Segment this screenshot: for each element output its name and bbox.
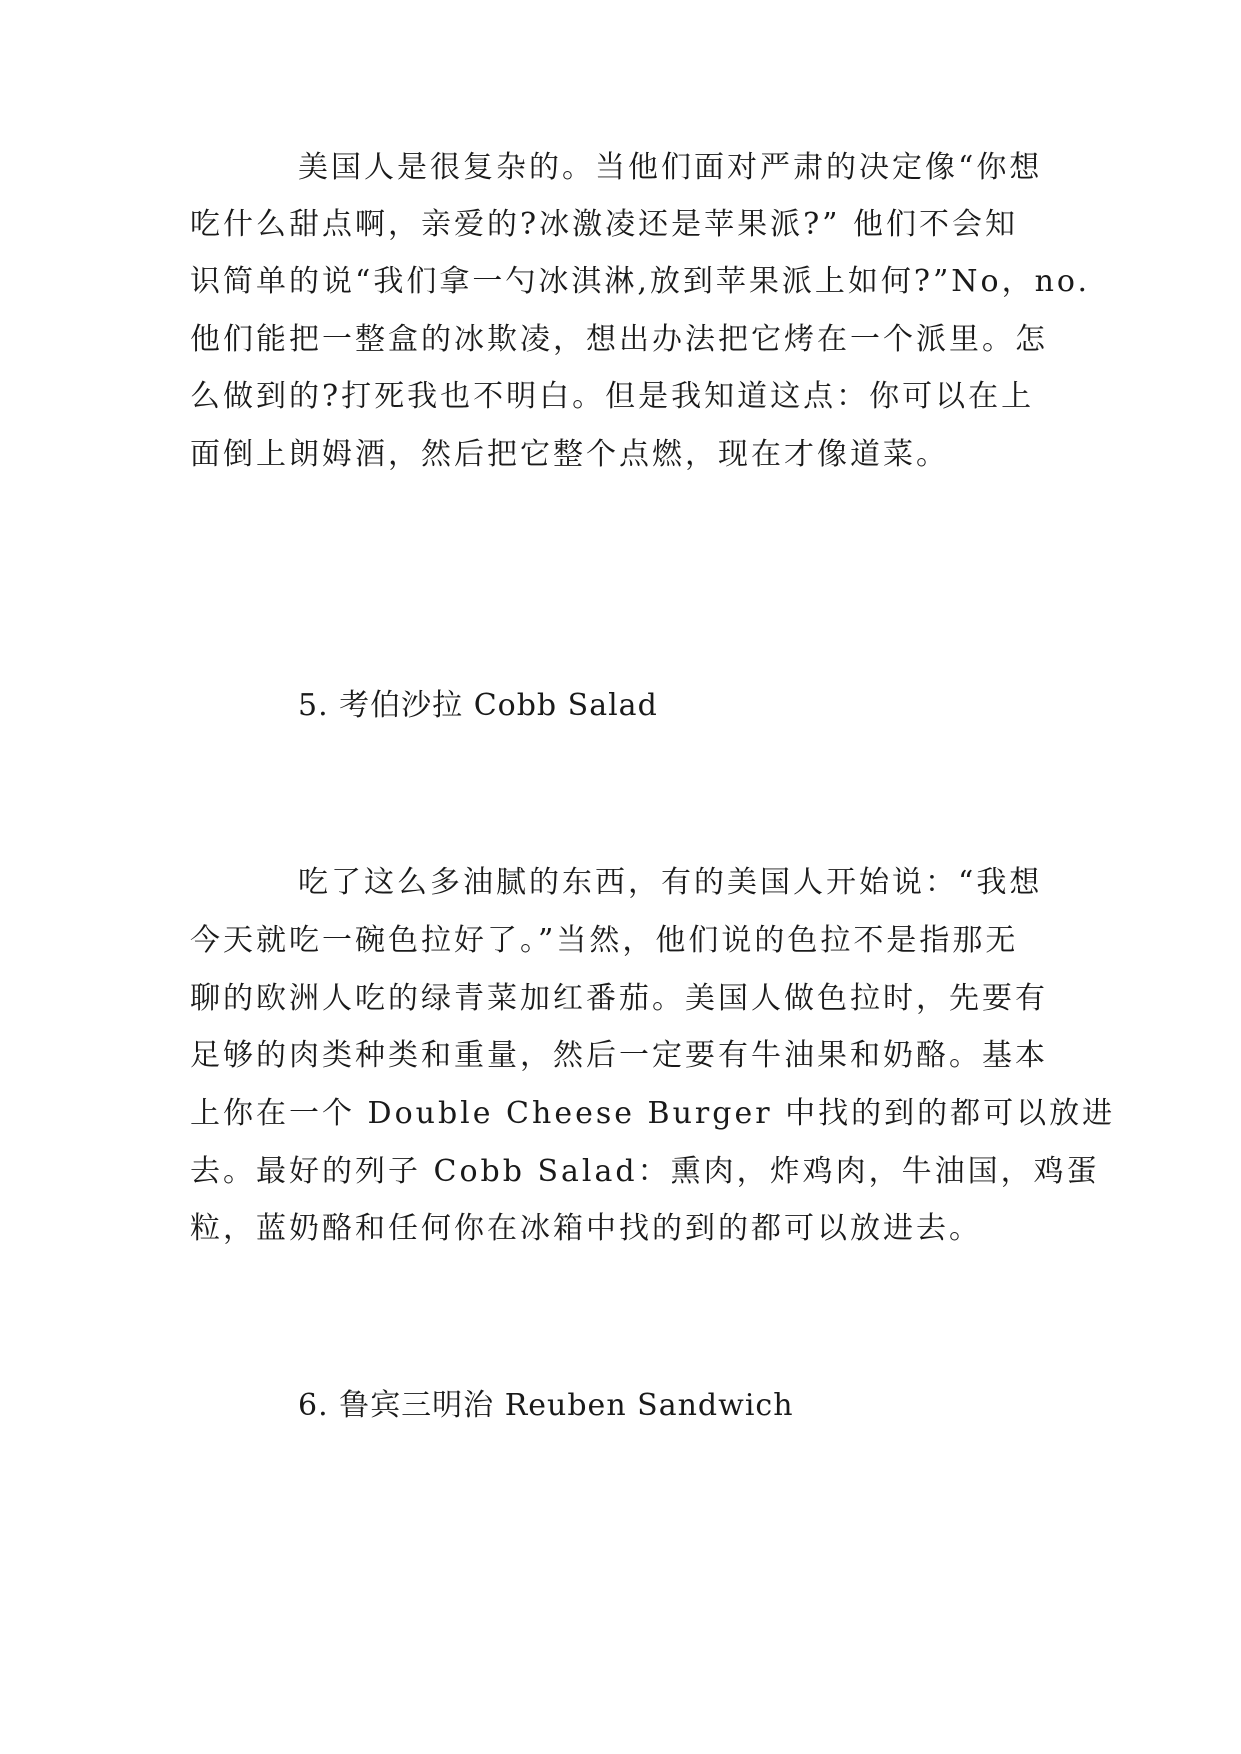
paragraph-line: 足够的肉类种类和重量，然后一定要有牛油果和奶酪。基本 [190,1038,1048,1073]
paragraph-line: 识简单的说“我们拿一勺冰淇淋,放到苹果派上如何?”No，no. [190,264,1090,299]
paragraph-line: 他们能把一整盒的冰欺凌，想出办法把它烤在一个派里。怎 [190,322,1048,357]
paragraph-line: 今天就吃一碗色拉好了。”当然，他们说的色拉不是指那无 [190,923,1019,958]
section-heading-reuben-sandwich: 6. 鲁宾三明治 Reuben Sandwich [298,1388,794,1423]
paragraph-line: 美国人是很复杂的。当他们面对严肃的决定像“你想 [298,150,1043,185]
paragraph-line: 吃什么甜点啊，亲爱的?冰激凌还是苹果派?” 他们不会知 [190,207,1019,242]
section-heading-cobb-salad: 5. 考伯沙拉 Cobb Salad [298,688,658,723]
paragraph-line: 上你在一个 Double Cheese Burger 中找的到的都可以放进 [190,1096,1116,1131]
paragraph-line: 面倒上朗姆酒，然后把它整个点燃，现在才像道菜。 [190,437,949,472]
paragraph-line: 去。最好的列子 Cobb Salad：熏肉，炸鸡肉，牛油国，鸡蛋 [190,1154,1100,1189]
paragraph-line: 聊的欧洲人吃的绿青菜加红番茄。美国人做色拉时，先要有 [190,981,1048,1016]
paragraph-line: 粒，蓝奶酪和任何你在冰箱中找的到的都可以放进去。 [190,1211,982,1246]
paragraph-line: 吃了这么多油腻的东西，有的美国人开始说：“我想 [298,865,1043,900]
paragraph-line: 么做到的?打死我也不明白。但是我知道这点：你可以在上 [190,379,1035,414]
